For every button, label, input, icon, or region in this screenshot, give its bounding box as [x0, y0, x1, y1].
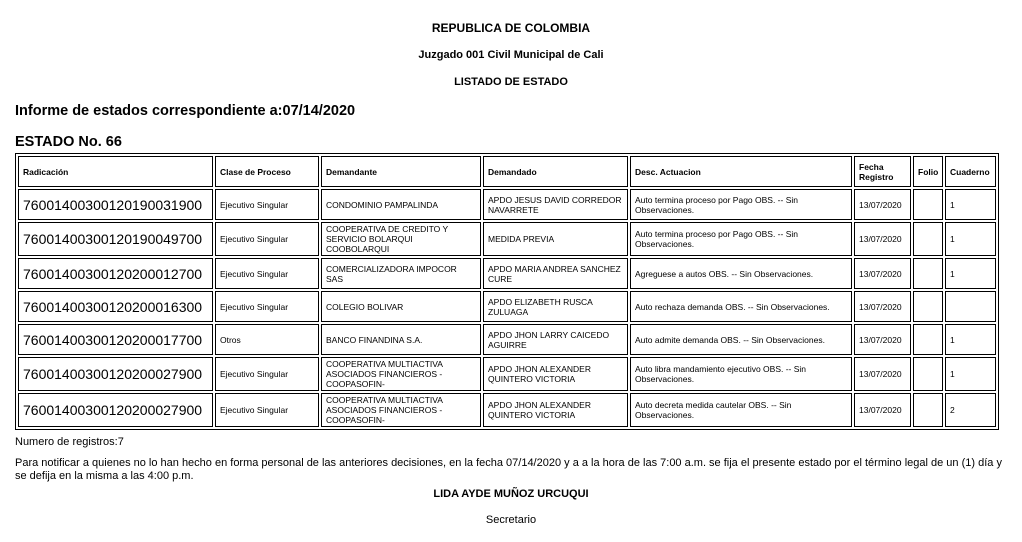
- cell-folio: [913, 324, 943, 355]
- cell-radicacion: 76001400300120200016300: [18, 291, 213, 322]
- cell-radicacion: 76001400300120200017700: [18, 324, 213, 355]
- cell-demandado: APDO JESUS DAVID CORREDOR NAVARRETE: [483, 189, 628, 220]
- cell-radicacion: 76001400300120200027900: [18, 393, 213, 427]
- cell-folio: [913, 291, 943, 322]
- cell-cuaderno: 1: [945, 324, 996, 355]
- table-header-row: [18, 156, 996, 187]
- cell-clase-proceso: Ejecutivo Singular: [215, 357, 319, 391]
- cell-demandante: COOPERATIVA MULTIACTIVA ASOCIADOS FINANCIEROS - COOPASOFIN-: [321, 393, 481, 427]
- column-header-radicacion: Radicación: [18, 156, 213, 187]
- table-row: [18, 258, 996, 289]
- cell-demandante: COLEGIO BOLIVAR: [321, 291, 481, 322]
- cell-fecha-registro: 13/07/2020: [854, 393, 911, 427]
- table-row: [18, 291, 996, 322]
- cell-folio: [913, 357, 943, 391]
- cell-clase-proceso: Ejecutivo Singular: [215, 393, 319, 427]
- cell-radicacion: 76001400300120200027900: [18, 357, 213, 391]
- cell-demandado: APDO MARIA ANDREA SANCHEZ CURE: [483, 258, 628, 289]
- cell-folio: [913, 189, 943, 220]
- table-row: [18, 324, 996, 355]
- cell-cuaderno: 1: [945, 189, 996, 220]
- cell-fecha-registro: 13/07/2020: [854, 291, 911, 322]
- country-heading: REPUBLICA DE COLOMBIA: [431, 21, 591, 35]
- cell-desc-actuacion: Auto termina proceso por Pago OBS. -- Sin Observaciones.: [630, 222, 852, 256]
- table-row: [18, 357, 996, 391]
- column-header-clase-proceso: Clase de Proceso: [215, 156, 319, 187]
- column-header-demandante: Demandante: [321, 156, 481, 187]
- signatory-role: Secretario: [485, 514, 537, 526]
- cell-demandante: COOPERATIVA DE CREDITO Y SERVICIO BOLARQUI COOBOLARQUI: [321, 222, 481, 256]
- cell-desc-actuacion: Auto rechaza demanda OBS. -- Sin Observaciones.: [630, 291, 852, 322]
- court-heading: Juzgado 001 Civil Municipal de Cali: [418, 49, 604, 61]
- table-row: [18, 189, 996, 220]
- cell-demandado: APDO JHON ALEXANDER QUINTERO VICTORIA: [483, 357, 628, 391]
- cell-desc-actuacion: Agreguese a autos OBS. -- Sin Observaciones.: [630, 258, 852, 289]
- column-header-desc-actuacion: Desc. Actuacion: [630, 156, 852, 187]
- cell-demandado: APDO ELIZABETH RUSCA ZULUAGA: [483, 291, 628, 322]
- cell-folio: [913, 222, 943, 256]
- cell-cuaderno: 2: [945, 393, 996, 427]
- estado-table: [15, 153, 999, 430]
- list-heading: LISTADO DE ESTADO: [454, 76, 568, 88]
- column-header-cuaderno: Cuaderno: [945, 156, 996, 187]
- cell-cuaderno: 1: [945, 222, 996, 256]
- cell-desc-actuacion: Auto decreta medida cautelar OBS. -- Sin Observaciones.: [630, 393, 852, 427]
- column-header-folio: Folio: [913, 156, 943, 187]
- notification-paragraph: Para notificar a quienes no lo han hecho en forma personal de las anteriores decisiones, en la fecha 07/14/2020 y a a la hora de las 7:00 a.m. se fija el presente estado por el término legal de un (1) día y se defija en la misma a las 4:00 p.m.: [15, 457, 1002, 482]
- cell-clase-proceso: Otros: [215, 324, 319, 355]
- cell-demandante: COOPERATIVA MULTIACTIVA ASOCIADOS FINANCIEROS - COOPASOFIN-: [321, 357, 481, 391]
- cell-demandado: APDO JHON LARRY CAICEDO AGUIRRE: [483, 324, 628, 355]
- cell-fecha-registro: 13/07/2020: [854, 189, 911, 220]
- cell-clase-proceso: Ejecutivo Singular: [215, 189, 319, 220]
- cell-desc-actuacion: Auto libra mandamiento ejecutivo OBS. -- Sin Observaciones.: [630, 357, 852, 391]
- cell-desc-actuacion: Auto termina proceso por Pago OBS. -- Sin Observaciones.: [630, 189, 852, 220]
- cell-radicacion: 76001400300120190049700: [18, 222, 213, 256]
- cell-folio: [913, 393, 943, 427]
- estado-number: ESTADO No. 66: [15, 134, 122, 150]
- cell-demandante: BANCO FINANDINA S.A.: [321, 324, 481, 355]
- cell-cuaderno: [945, 291, 996, 322]
- cell-cuaderno: 1: [945, 357, 996, 391]
- cell-cuaderno: 1: [945, 258, 996, 289]
- cell-clase-proceso: Ejecutivo Singular: [215, 222, 319, 256]
- cell-desc-actuacion: Auto admite demanda OBS. -- Sin Observaciones.: [630, 324, 852, 355]
- cell-clase-proceso: Ejecutivo Singular: [215, 258, 319, 289]
- cell-radicacion: 76001400300120200012700: [18, 258, 213, 289]
- cell-demandante: COMERCIALIZADORA IMPOCOR SAS: [321, 258, 481, 289]
- table-body: [18, 189, 996, 427]
- cell-fecha-registro: 13/07/2020: [854, 324, 911, 355]
- cell-folio: [913, 258, 943, 289]
- record-count: Numero de registros:7: [15, 436, 124, 448]
- cell-demandado: MEDIDA PREVIA: [483, 222, 628, 256]
- table-row: [18, 222, 996, 256]
- cell-clase-proceso: Ejecutivo Singular: [215, 291, 319, 322]
- cell-radicacion: 76001400300120190031900: [18, 189, 213, 220]
- cell-demandante: CONDOMINIO PAMPALINDA: [321, 189, 481, 220]
- column-header-fecha-registro: Fecha Registro: [854, 156, 911, 187]
- column-header-demandado: Demandado: [483, 156, 628, 187]
- cell-fecha-registro: 13/07/2020: [854, 357, 911, 391]
- signatory-name: LIDA AYDE MUÑOZ URCUQUI: [433, 488, 589, 500]
- cell-demandado: APDO JHON ALEXANDER QUINTERO VICTORIA: [483, 393, 628, 427]
- cell-fecha-registro: 13/07/2020: [854, 222, 911, 256]
- report-date-title: Informe de estados correspondiente a:07/14/2020: [15, 103, 356, 119]
- cell-fecha-registro: 13/07/2020: [854, 258, 911, 289]
- table-row: [18, 393, 996, 427]
